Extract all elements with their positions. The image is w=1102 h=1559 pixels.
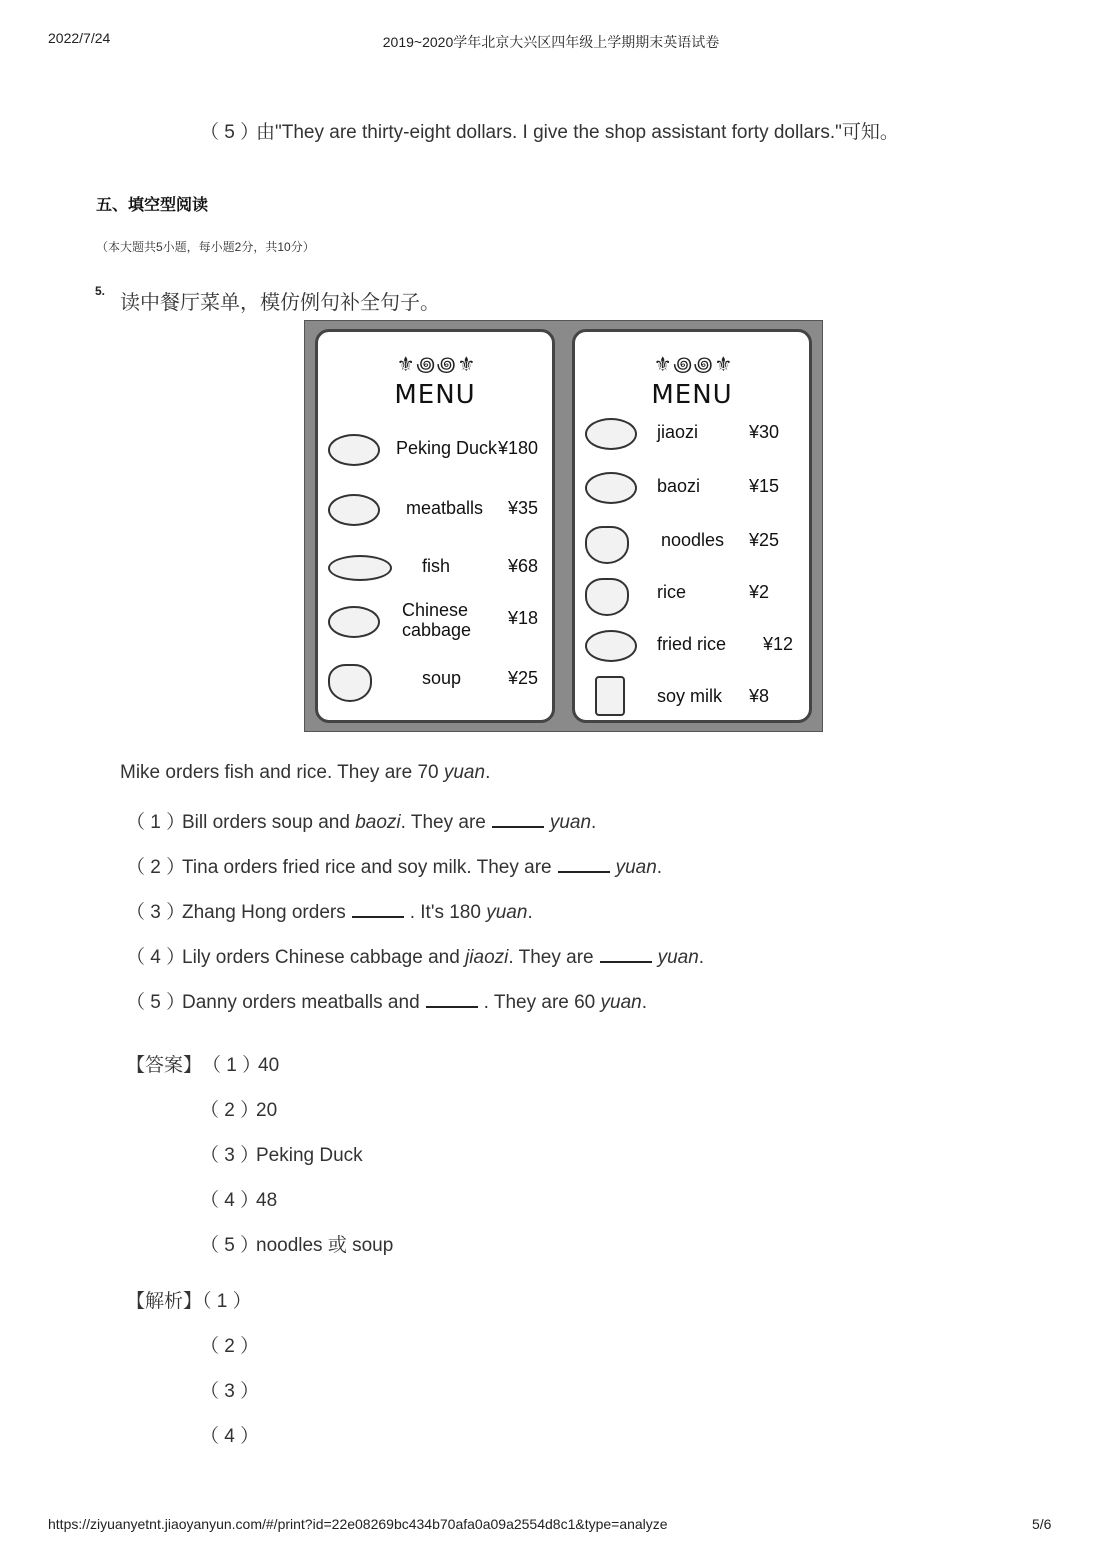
answer-text: 40	[258, 1055, 280, 1076]
answer-blank[interactable]	[426, 989, 478, 1008]
question-item-5	[126, 987, 647, 1014]
menu-item-name: Peking Duck	[396, 438, 498, 458]
answer-text: noodles 或 soup	[256, 1235, 394, 1256]
menu-item-price: ¥8	[748, 686, 769, 706]
analysis-block-first	[126, 1286, 252, 1313]
item-number: （ 4 ）	[126, 947, 186, 968]
answer-blank[interactable]	[558, 854, 610, 873]
item-text: . They are 60	[483, 992, 601, 1013]
item-number: （ 1 ）	[126, 812, 186, 833]
menu-item	[318, 432, 552, 472]
example-unit: yuan	[443, 762, 486, 783]
item-end: .	[656, 857, 663, 878]
menu-item-price: ¥25	[748, 530, 779, 550]
analysis-line-4: （ 4 ）	[200, 1426, 260, 1447]
page-number: 5/6	[1032, 1516, 1052, 1532]
menu-item-name: soy milk	[657, 686, 723, 706]
answer-line-5	[200, 1230, 393, 1257]
answer-text: 48	[256, 1190, 278, 1211]
item-text: . It's 180	[409, 902, 487, 923]
item-italic: jiaozi	[465, 947, 509, 968]
analysis-line-2: （ 2 ）	[200, 1336, 260, 1357]
menu-item	[318, 662, 552, 702]
section-title: 五、填空型阅读	[96, 197, 209, 214]
answer-number: （ 2 ）	[200, 1100, 260, 1121]
menu-item-name: soup	[422, 668, 462, 688]
question-prompt: 读中餐厅菜单，模仿例句补全句子。	[120, 292, 440, 314]
item-number: （ 2 ）	[126, 857, 186, 878]
menu-item-price: ¥25	[507, 668, 538, 688]
answer-block-first	[126, 1050, 279, 1077]
menu-title: MENU	[394, 380, 476, 410]
cabbage-icon	[328, 606, 380, 638]
menu-item-price: ¥180	[497, 438, 538, 458]
item-end: .	[527, 902, 533, 923]
example-sentence	[120, 762, 490, 784]
menu-item-name: fried rice	[657, 634, 727, 654]
example-end: .	[485, 762, 491, 783]
item-text: Lily orders Chinese cabbage and	[182, 947, 466, 968]
menu-item	[575, 576, 809, 616]
answer-line-3	[200, 1140, 363, 1167]
meatballs-icon	[328, 494, 380, 526]
item-text: Tina orders fried rice and soy milk. They are	[182, 857, 552, 878]
menu-item	[318, 600, 552, 650]
menu-item	[318, 550, 552, 590]
item-text: . They are	[508, 947, 594, 968]
menu-item-name: fish	[422, 556, 451, 576]
ornament-icon: ⚜ ꩜ ꩜ ⚜	[653, 354, 731, 376]
duck-icon	[328, 434, 380, 466]
menu-item-name: Chinese cabbage	[402, 600, 472, 640]
menu-item-name: jiaozi	[657, 422, 699, 442]
answer-text: 20	[256, 1100, 278, 1121]
answer-number: （ 4 ）	[200, 1190, 260, 1211]
answer-label: 【答案】	[126, 1055, 203, 1076]
item-number: （ 5 ）	[200, 122, 260, 143]
question-item-2	[126, 852, 662, 879]
menu-item	[575, 680, 809, 720]
menu-item	[575, 416, 809, 456]
menu-item-price: ¥35	[507, 498, 538, 518]
ornament-icon: ⚜ ꩜ ꩜ ⚜	[396, 354, 474, 376]
soup-icon	[328, 664, 372, 702]
item-text: Bill orders soup and	[182, 812, 356, 833]
item-text: Zhang Hong orders	[182, 902, 346, 923]
item-unit: yuan	[615, 857, 657, 878]
menu-panel-right	[572, 329, 812, 723]
menu-panel-left	[315, 329, 555, 723]
previous-answer-line	[200, 117, 899, 144]
menu-item-name: rice	[657, 582, 687, 602]
print-date: 2022/7/24	[48, 30, 111, 46]
example-text: Mike orders fish and rice. They are 70	[120, 762, 444, 783]
question-item-1	[126, 807, 596, 834]
item-italic: baozi	[355, 812, 401, 833]
baozi-icon	[585, 472, 637, 504]
question-item-4	[126, 942, 704, 969]
menu-item	[575, 524, 809, 564]
answer-blank[interactable]	[600, 944, 652, 963]
item-number: （ 5 ）	[126, 992, 186, 1013]
previous-answer-text: 由"They are thirty-eight dollars. I give the shop assistant forty dollars."可知。	[256, 122, 899, 143]
menu-item-price: ¥30	[748, 422, 779, 442]
answer-blank[interactable]	[492, 809, 544, 828]
analysis-line-3: （ 3 ）	[200, 1381, 260, 1402]
answer-number: （ 1 ）	[202, 1055, 262, 1076]
item-end: .	[698, 947, 705, 968]
item-unit: yuan	[549, 812, 592, 833]
question-number: 5.	[95, 284, 106, 298]
answer-line-2	[200, 1095, 277, 1122]
menu-item-price: ¥2	[748, 582, 769, 602]
answer-number: （ 3 ）	[200, 1145, 260, 1166]
item-end: .	[641, 992, 648, 1013]
menu-item-price: ¥68	[507, 556, 538, 576]
menu-item	[318, 492, 552, 532]
document-title: 2019~2020学年北京大兴区四年级上学期期末英语试卷	[382, 34, 720, 50]
fish-icon	[328, 555, 392, 581]
menu-title: MENU	[651, 380, 733, 410]
analysis-number: （ 1 ）	[202, 1291, 252, 1312]
answer-blank[interactable]	[352, 899, 404, 918]
menu-item-name: meatballs	[406, 498, 484, 518]
item-number: （ 3 ）	[126, 902, 186, 923]
menu-item	[575, 628, 809, 668]
menu-illustration	[304, 320, 823, 732]
item-text: . They are	[400, 812, 486, 833]
footer-url[interactable]: https://ziyuanyetnt.jiaoyanyun.com/#/print?id=22e08269bc434b70afa0a09a2554d8c1&type=analyze	[48, 1516, 668, 1532]
item-unit: yuan	[657, 947, 699, 968]
item-text: Danny orders meatballs and	[182, 992, 420, 1013]
section-note: （本大题共5小题，每小题2分，共10分）	[96, 240, 315, 254]
noodles-icon	[585, 526, 629, 564]
menu-item-name: baozi	[657, 476, 701, 496]
answer-text: Peking Duck	[256, 1145, 363, 1166]
menu-item-price: ¥18	[507, 608, 538, 628]
menu-item-price: ¥15	[748, 476, 779, 496]
analysis-label: 【解析】	[126, 1291, 203, 1312]
item-unit: yuan	[486, 902, 528, 923]
menu-item-name: noodles	[661, 530, 725, 550]
jiaozi-icon	[585, 418, 637, 450]
answer-line-4	[200, 1185, 277, 1212]
question-item-3	[126, 897, 533, 924]
answer-number: （ 5 ）	[200, 1235, 260, 1256]
fried-rice-icon	[585, 630, 637, 662]
rice-icon	[585, 578, 629, 616]
menu-item-price: ¥12	[762, 634, 793, 654]
soy-milk-icon	[595, 676, 625, 716]
item-unit: yuan	[600, 992, 642, 1013]
item-end: .	[591, 812, 597, 833]
menu-item	[575, 470, 809, 510]
